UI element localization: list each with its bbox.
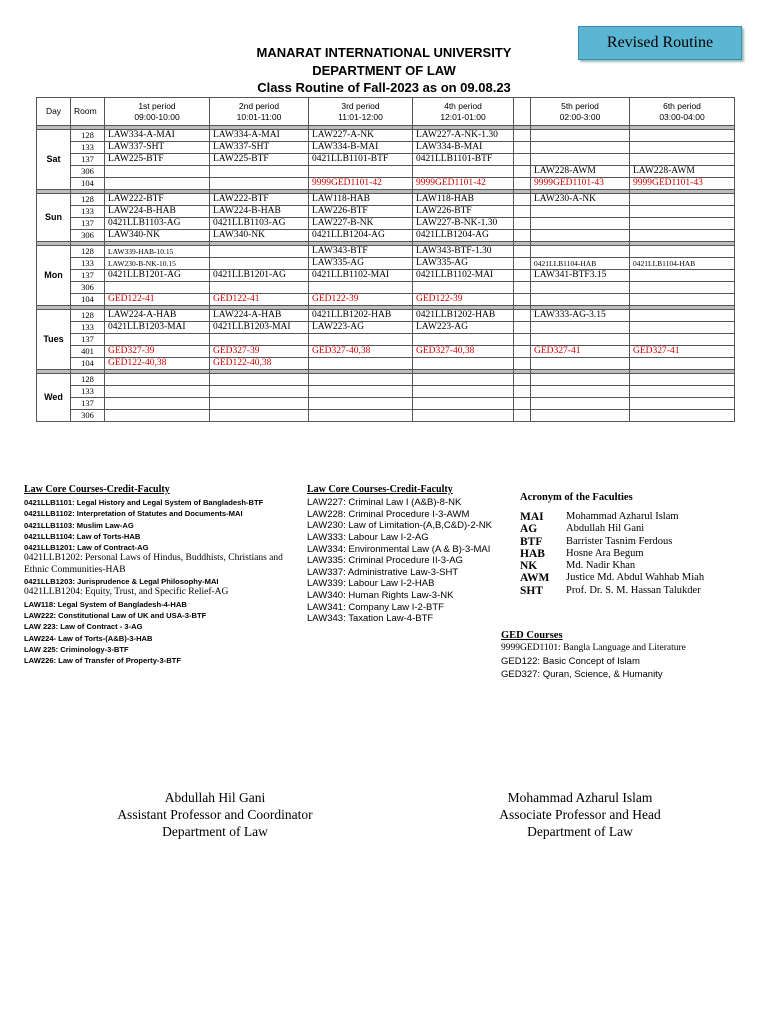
signatory-name: Mohammad Azharul Islam xyxy=(507,790,653,805)
head-signature xyxy=(435,789,725,840)
break-cell xyxy=(514,194,531,206)
course-cell: 9999GED1101-42 xyxy=(413,178,514,190)
period-6-header: 6th period 03:00-04:00 xyxy=(630,98,735,126)
routine-row xyxy=(37,130,735,142)
course-cell xyxy=(531,230,630,242)
course-cell xyxy=(531,282,630,294)
course-cell xyxy=(210,398,309,410)
signatory-title: Assistant Professor and Coordinator xyxy=(117,807,313,822)
course-cell: LAW226-BTF xyxy=(413,206,514,218)
course-cell: GED122-40,38 xyxy=(210,358,309,370)
acronym-value: Hosne Ara Begum xyxy=(566,547,644,559)
course-cell: 0421LLB1102-MAI xyxy=(309,270,413,282)
course-cell xyxy=(309,386,413,398)
routine-row xyxy=(37,270,735,282)
course-cell: 0421LLB1202-HAB xyxy=(309,310,413,322)
core-course-item: LAW341: Company Law I-2-BTF xyxy=(307,601,444,613)
break-cell xyxy=(514,246,531,258)
course-cell: LAW225-BTF xyxy=(105,154,210,166)
room-cell: 133 xyxy=(71,142,105,154)
acronyms-title: Acronym of the Faculties xyxy=(520,492,633,503)
course-cell: GED327-39 xyxy=(105,346,210,358)
signatory-title: Associate Professor and Head xyxy=(499,807,661,822)
ged-item: GED327: Quran, Science, & Humanity xyxy=(501,669,663,680)
core-courses-middle-title: Law Core Courses-Credit-Faculty xyxy=(307,484,453,495)
course-cell: LAW340-NK xyxy=(105,230,210,242)
break-column xyxy=(514,98,531,126)
break-cell xyxy=(514,166,531,178)
course-cell xyxy=(413,410,514,422)
ged-title: GED Courses xyxy=(501,630,563,641)
core-courses-middle xyxy=(307,484,517,625)
day-cell: Tues xyxy=(37,310,71,370)
core-course-item: LAW340: Human Rights Law-3-NK xyxy=(307,589,454,601)
routine-row xyxy=(37,206,735,218)
course-cell xyxy=(630,218,735,230)
ged-item: 9999GED1101: Bangla Language and Literature xyxy=(501,643,686,653)
core-course-item: LAW118: Legal System of Bangladesh-4-HAB xyxy=(24,599,187,609)
acronym-value: Abdullah Hil Gani xyxy=(566,523,645,535)
room-cell: 401 xyxy=(71,346,105,358)
core-course-item: LAW224- Law of Torts-(A&B)-3-HAB xyxy=(24,633,153,643)
acronym-key: BTF xyxy=(520,535,543,548)
course-cell xyxy=(413,398,514,410)
break-cell xyxy=(514,334,531,346)
course-cell: 9999GED1101-42 xyxy=(309,178,413,190)
routine-row xyxy=(37,346,735,358)
room-cell: 133 xyxy=(71,322,105,334)
course-cell: 0421LLB1203-MAI xyxy=(105,322,210,334)
course-cell: GED122-41 xyxy=(105,294,210,306)
acronym-row xyxy=(520,511,704,523)
course-cell: 0421LLB1202-HAB xyxy=(413,310,514,322)
course-cell xyxy=(531,386,630,398)
course-cell xyxy=(630,374,735,386)
course-cell: 0421LLB1204-AG xyxy=(309,230,413,242)
course-cell xyxy=(413,374,514,386)
break-cell xyxy=(514,294,531,306)
course-cell xyxy=(531,246,630,258)
room-cell: 306 xyxy=(71,410,105,422)
room-cell: 128 xyxy=(71,194,105,206)
course-cell xyxy=(309,282,413,294)
course-cell: LAW334-A-MAI xyxy=(210,130,309,142)
core-course-item: 0421LLB1102: Interpretation of Statutes and Documents-MAI xyxy=(24,509,243,519)
core-course-item: LAW334: Environmental Law (A & B)-3-MAI xyxy=(307,543,491,555)
core-courses-left xyxy=(24,484,304,666)
course-cell: LAW341-BTF3.15 xyxy=(531,270,630,282)
routine-row xyxy=(37,218,735,230)
period-5-header: 5th period 02:00-3:00 xyxy=(531,98,630,126)
course-cell: LAW343-BTF-1.30 xyxy=(413,246,514,258)
acronym-value: Md. Nadir Khan xyxy=(566,560,636,572)
routine-row xyxy=(37,154,735,166)
course-cell: GED122-40,38 xyxy=(105,358,210,370)
course-cell: GED327-40,38 xyxy=(413,346,514,358)
course-cell: LAW227-A-NK-1.30 xyxy=(413,130,514,142)
university-name: MANARAT INTERNATIONAL UNIVERSITY xyxy=(256,45,512,60)
core-course-item: LAW230: Law of Limitation-(A,B,C&D)-2-NK xyxy=(307,520,492,532)
core-course-item: LAW337: Administrative Law-3-SHT xyxy=(307,566,459,578)
core-course-item: LAW343: Taxation Law-4-BTF xyxy=(307,613,434,625)
routine-row xyxy=(37,230,735,242)
break-cell xyxy=(514,258,531,270)
course-cell: 0421LLB1104-HAB xyxy=(531,258,630,270)
break-cell xyxy=(514,270,531,282)
acronym-value: Prof. Dr. S. M. Hassan Talukder xyxy=(566,584,701,596)
routine-row xyxy=(37,166,735,178)
course-cell xyxy=(630,294,735,306)
day-cell: Sat xyxy=(37,130,71,190)
course-cell: GED122-39 xyxy=(309,294,413,306)
course-cell xyxy=(105,282,210,294)
course-cell: LAW222-BTF xyxy=(210,194,309,206)
course-cell xyxy=(309,374,413,386)
break-cell xyxy=(514,310,531,322)
acronym-row xyxy=(520,585,704,597)
course-cell xyxy=(630,310,735,322)
routine-row xyxy=(37,322,735,334)
revised-routine-badge: Revised Routine xyxy=(578,26,742,60)
course-cell: LAW230-B-NK-10.15 xyxy=(105,258,210,270)
signatory-department: Department of Law xyxy=(162,824,268,839)
core-course-item: 0421LLB1202: Personal Laws of Hindus, Buddhists, Christians and Ethnic Communities-HAB xyxy=(24,553,283,575)
course-cell xyxy=(210,334,309,346)
course-cell: GED327-41 xyxy=(531,346,630,358)
course-cell: LAW337-SHT xyxy=(105,142,210,154)
course-cell xyxy=(630,206,735,218)
core-course-item: LAW333: Labour Law I-2-AG xyxy=(307,531,429,543)
core-course-item: LAW222: Constitutional Law of UK and USA-3-BTF xyxy=(24,611,207,621)
routine-row xyxy=(37,358,735,370)
room-cell: 133 xyxy=(71,206,105,218)
course-cell: LAW224-B-HAB xyxy=(210,206,309,218)
routine-row xyxy=(37,142,735,154)
course-cell: LAW343-BTF xyxy=(309,246,413,258)
core-course-item: LAW 223: Law of Contract - 3-AG xyxy=(24,622,143,632)
course-cell: 0421LLB1102-MAI xyxy=(413,270,514,282)
routine-row xyxy=(37,386,735,398)
course-cell: LAW224-A-HAB xyxy=(210,310,309,322)
course-cell xyxy=(210,374,309,386)
course-cell xyxy=(630,358,735,370)
room-cell: 137 xyxy=(71,154,105,166)
signatory-department: Department of Law xyxy=(527,824,633,839)
acronym-row xyxy=(520,536,704,548)
core-course-item: 0421LLB1104: Law of Torts-HAB xyxy=(24,531,141,541)
acronym-key: MAI xyxy=(520,511,544,523)
routine-row xyxy=(37,334,735,346)
class-routine-table xyxy=(36,97,735,422)
acronym-key: NK xyxy=(520,560,538,573)
break-cell xyxy=(514,386,531,398)
course-cell xyxy=(105,166,210,178)
core-course-item: LAW339: Labour Law I-2-HAB xyxy=(307,578,435,590)
course-cell: GED327-39 xyxy=(210,346,309,358)
period-1-header: 1st period 09:00-10:00 xyxy=(105,98,210,126)
core-courses-left-title: Law Core Courses-Credit-Faculty xyxy=(24,484,170,495)
course-cell: LAW228-AWM xyxy=(630,166,735,178)
course-cell xyxy=(630,230,735,242)
room-cell: 128 xyxy=(71,246,105,258)
course-cell: 0421LLB1104-HAB xyxy=(630,258,735,270)
acronym-row xyxy=(520,548,704,560)
course-cell: LAW228-AWM xyxy=(531,166,630,178)
routine-row xyxy=(37,374,735,386)
period-4-header: 4th period 12:01-01:00 xyxy=(413,98,514,126)
course-cell: LAW225-BTF xyxy=(210,154,309,166)
period-3-header: 3rd period 11:01-12:00 xyxy=(309,98,413,126)
room-cell: 306 xyxy=(71,282,105,294)
break-cell xyxy=(514,178,531,190)
course-cell: LAW335-AG xyxy=(309,258,413,270)
routine-row xyxy=(37,246,735,258)
course-cell: LAW118-HAB xyxy=(309,194,413,206)
course-cell xyxy=(531,294,630,306)
course-cell: LAW339-HAB-10.15 xyxy=(105,246,210,258)
course-cell: LAW337-SHT xyxy=(210,142,309,154)
day-cell: Mon xyxy=(37,246,71,306)
break-cell xyxy=(514,410,531,422)
course-cell xyxy=(630,194,735,206)
course-cell xyxy=(105,386,210,398)
room-cell: 104 xyxy=(71,178,105,190)
routine-row xyxy=(37,310,735,322)
course-cell xyxy=(309,358,413,370)
routine-row xyxy=(37,410,735,422)
course-cell: 0421LLB1201-AG xyxy=(105,270,210,282)
routine-row xyxy=(37,398,735,410)
course-cell xyxy=(210,410,309,422)
course-cell xyxy=(210,386,309,398)
coordinator-signature xyxy=(70,789,360,840)
course-cell: 0421LLB1101-BTF xyxy=(309,154,413,166)
core-course-item: LAW227: Criminal Law I (A&B)-8-NK xyxy=(307,497,462,509)
course-cell: GED327-40,38 xyxy=(309,346,413,358)
course-cell: 0421LLB1103-AG xyxy=(105,218,210,230)
course-cell xyxy=(210,282,309,294)
room-cell: 137 xyxy=(71,270,105,282)
core-course-item: 0421LLB1103: Muslim Law-AG xyxy=(24,520,134,530)
ged-item: GED122: Basic Concept of Islam xyxy=(501,656,640,667)
course-cell: 0421LLB1103-AG xyxy=(210,218,309,230)
course-cell: GED122-41 xyxy=(210,294,309,306)
course-cell xyxy=(630,398,735,410)
course-cell xyxy=(309,166,413,178)
course-cell xyxy=(105,178,210,190)
course-cell: LAW333-AG-3.15 xyxy=(531,310,630,322)
acronym-row xyxy=(520,560,704,572)
course-cell xyxy=(210,246,309,258)
room-cell: 306 xyxy=(71,230,105,242)
course-cell: LAW118-HAB xyxy=(413,194,514,206)
course-cell xyxy=(105,410,210,422)
acronym-row xyxy=(520,523,704,535)
break-cell xyxy=(514,346,531,358)
room-cell: 128 xyxy=(71,310,105,322)
course-cell: 0421LLB1101-BTF xyxy=(413,154,514,166)
acronym-key: AG xyxy=(520,523,538,536)
acronym-value: Mohammad Azharul Islam xyxy=(566,511,679,522)
break-cell xyxy=(514,322,531,334)
course-cell: LAW334-A-MAI xyxy=(105,130,210,142)
course-cell: 9999GED1101-43 xyxy=(630,178,735,190)
course-cell: LAW334-B-MAI xyxy=(309,142,413,154)
acronym-key: HAB xyxy=(520,547,545,560)
acronym-key: SHT xyxy=(520,584,544,597)
routine-row xyxy=(37,294,735,306)
course-cell: LAW222-BTF xyxy=(105,194,210,206)
core-course-item: LAW226: Law of Transfer of Property-3-BTF xyxy=(24,655,181,665)
room-cell: 306 xyxy=(71,166,105,178)
course-cell: LAW227-B-NK-1.30 xyxy=(413,218,514,230)
course-cell: LAW226-BTF xyxy=(309,206,413,218)
course-cell xyxy=(531,398,630,410)
course-cell xyxy=(630,154,735,166)
course-cell xyxy=(630,142,735,154)
course-cell xyxy=(531,218,630,230)
course-cell xyxy=(630,410,735,422)
room-header: Room xyxy=(71,98,105,126)
course-cell xyxy=(210,166,309,178)
break-cell xyxy=(514,206,531,218)
course-cell xyxy=(413,282,514,294)
day-header: Day xyxy=(37,98,71,126)
course-cell xyxy=(531,334,630,346)
course-cell xyxy=(413,166,514,178)
course-cell: 0421LLB1201-AG xyxy=(210,270,309,282)
course-cell xyxy=(105,334,210,346)
routine-title: Class Routine of Fall-2023 as on 09.08.23 xyxy=(257,80,511,95)
course-cell xyxy=(210,178,309,190)
course-cell xyxy=(413,358,514,370)
course-cell xyxy=(531,374,630,386)
routine-row xyxy=(37,282,735,294)
course-cell xyxy=(630,270,735,282)
course-cell: LAW340-NK xyxy=(210,230,309,242)
course-cell xyxy=(531,154,630,166)
acronym-row xyxy=(520,572,704,584)
course-cell: 9999GED1101-43 xyxy=(531,178,630,190)
course-cell: GED327-41 xyxy=(630,346,735,358)
room-cell: 104 xyxy=(71,358,105,370)
course-cell: GED122-39 xyxy=(413,294,514,306)
break-cell xyxy=(514,218,531,230)
day-cell: Wed xyxy=(37,374,71,422)
course-cell xyxy=(309,398,413,410)
course-cell xyxy=(630,334,735,346)
faculty-acronyms xyxy=(520,492,704,597)
core-course-item: LAW 225: Criminology-3-BTF xyxy=(24,644,129,654)
signatory-name: Abdullah Hil Gani xyxy=(164,790,266,805)
course-cell xyxy=(630,386,735,398)
room-cell: 133 xyxy=(71,386,105,398)
room-cell: 128 xyxy=(71,374,105,386)
course-cell: LAW227-A-NK xyxy=(309,130,413,142)
break-cell xyxy=(514,374,531,386)
routine-row xyxy=(37,178,735,190)
core-course-item: 0421LLB1101: Legal History and Legal System of Bangladesh-BTF xyxy=(24,498,264,508)
period-2-header: 2nd period 10:01-11:00 xyxy=(210,98,309,126)
room-cell: 137 xyxy=(71,398,105,410)
course-cell xyxy=(309,410,413,422)
routine-row xyxy=(37,258,735,270)
course-cell xyxy=(630,322,735,334)
course-cell xyxy=(531,322,630,334)
course-cell: LAW223-AG xyxy=(413,322,514,334)
break-cell xyxy=(514,142,531,154)
course-cell xyxy=(630,246,735,258)
break-cell xyxy=(514,230,531,242)
course-cell xyxy=(630,282,735,294)
core-course-item: 0421LLB1204: Equity, Trust, and Specific Relief-AG xyxy=(24,587,229,598)
course-cell xyxy=(630,130,735,142)
core-course-item: LAW335: Criminal Procedure II-3-AG xyxy=(307,555,463,567)
course-cell xyxy=(309,334,413,346)
course-cell xyxy=(413,386,514,398)
course-cell xyxy=(105,374,210,386)
break-cell xyxy=(514,282,531,294)
course-cell xyxy=(531,410,630,422)
core-course-item: 0421LLB1203: Jurisprudence & Legal Philosophy-MAI xyxy=(24,577,219,587)
room-cell: 128 xyxy=(71,130,105,142)
acronym-value: Justice Md. Abdul Wahhab Miah xyxy=(566,572,705,584)
acronym-value: Barrister Tasnim Ferdous xyxy=(566,535,673,547)
course-cell: 0421LLB1204-AG xyxy=(413,230,514,242)
room-cell: 137 xyxy=(71,218,105,230)
course-cell: LAW230-A-NK xyxy=(531,194,630,206)
break-cell xyxy=(514,398,531,410)
room-cell: 133 xyxy=(71,258,105,270)
course-cell: LAW335-AG xyxy=(413,258,514,270)
room-cell: 104 xyxy=(71,294,105,306)
course-cell xyxy=(531,130,630,142)
course-cell xyxy=(531,142,630,154)
course-cell xyxy=(531,358,630,370)
table-header-row xyxy=(37,98,735,126)
department-name: DEPARTMENT OF LAW xyxy=(312,63,456,78)
course-cell xyxy=(210,258,309,270)
course-cell: LAW334-B-MAI xyxy=(413,142,514,154)
break-cell xyxy=(514,358,531,370)
ged-courses xyxy=(501,629,686,681)
break-cell xyxy=(514,154,531,166)
routine-row xyxy=(37,194,735,206)
course-cell: 0421LLB1203-MAI xyxy=(210,322,309,334)
course-cell xyxy=(105,398,210,410)
core-course-item: 0421LLB1201: Law of Contract-AG xyxy=(24,543,149,553)
course-cell xyxy=(531,206,630,218)
room-cell: 137 xyxy=(71,334,105,346)
course-cell: LAW224-A-HAB xyxy=(105,310,210,322)
break-cell xyxy=(514,130,531,142)
course-cell: LAW227-B-NK xyxy=(309,218,413,230)
day-cell: Sun xyxy=(37,194,71,242)
core-course-item: LAW228: Criminal Procedure I-3-AWM xyxy=(307,508,470,520)
course-cell: LAW224-B-HAB xyxy=(105,206,210,218)
course-cell xyxy=(413,334,514,346)
course-cell: LAW223-AG xyxy=(309,322,413,334)
acronym-key: AWM xyxy=(520,572,550,585)
